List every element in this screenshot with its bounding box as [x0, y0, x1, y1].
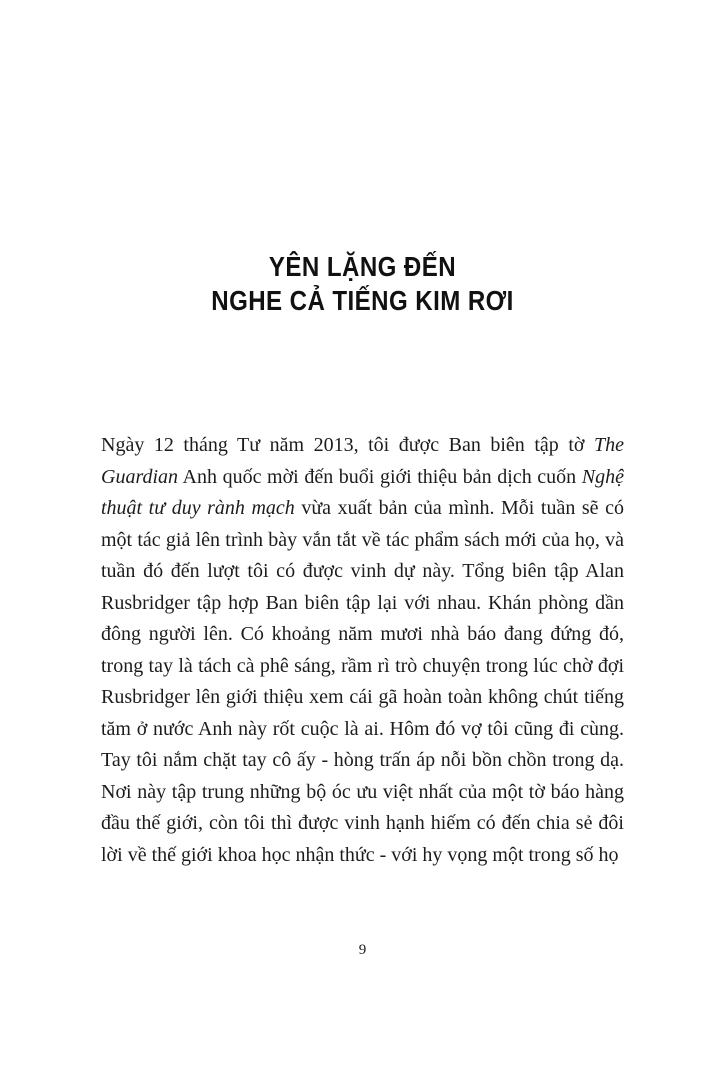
page-number: 9 — [358, 942, 367, 958]
body-paragraph — [101, 430, 624, 871]
chapter-title-line-2: NGHE CẢ TIẾNG KIM RƠI — [211, 285, 514, 316]
body-segment: vừa xuất bản của mình. Mỗi tuần sẽ có một tác giả lên trình bày vắn tắt về tác phẩm sách mới của họ, và tuần đó đến lượt tôi có được vinh dự này. Tổng biên tập Alan Rusbridger tập hợp Ban biên tập lại với nhau. Khán phòng dần đông người lên. Có khoảng năm mươi nhà báo đang đứng đó, trong tay là tách cà phê sáng, rầm rì trò chuyện trong lúc chờ đợi Rusbridger lên giới thiệu xem cái gã hoàn toàn không chút tiếng tăm ở nước Anh này rốt cuộc là ai. Hôm đó vợ tôi cũng đi cùng. Tay tôi nắm chặt tay cô ấy - hòng trấn áp nỗi bồn chồn trong dạ. Nơi này tập trung những bộ óc ưu việt nhất của một tờ báo hàng đầu thế giới, còn tôi thì được vinh hạnh hiếm có đến chia sẻ đôi lời về thế giới khoa học nhận thức - với hy vọng một trong số họ — [101, 497, 624, 866]
chapter-title-line-1: YÊN LẶNG ĐẾN — [268, 251, 457, 282]
body-segment: Ngày 12 tháng Tư năm 2013, tôi được Ban biên tập tờ — [101, 434, 594, 456]
chapter-title — [0, 250, 725, 318]
body-segment-italic: The Guardian — [101, 434, 624, 488]
body-segment-italic: Nghệ thuật tư duy rành mạch — [101, 465, 624, 519]
body-segment: Anh quốc mời đến buổi giới thiệu bản dịch cuốn — [178, 465, 582, 488]
